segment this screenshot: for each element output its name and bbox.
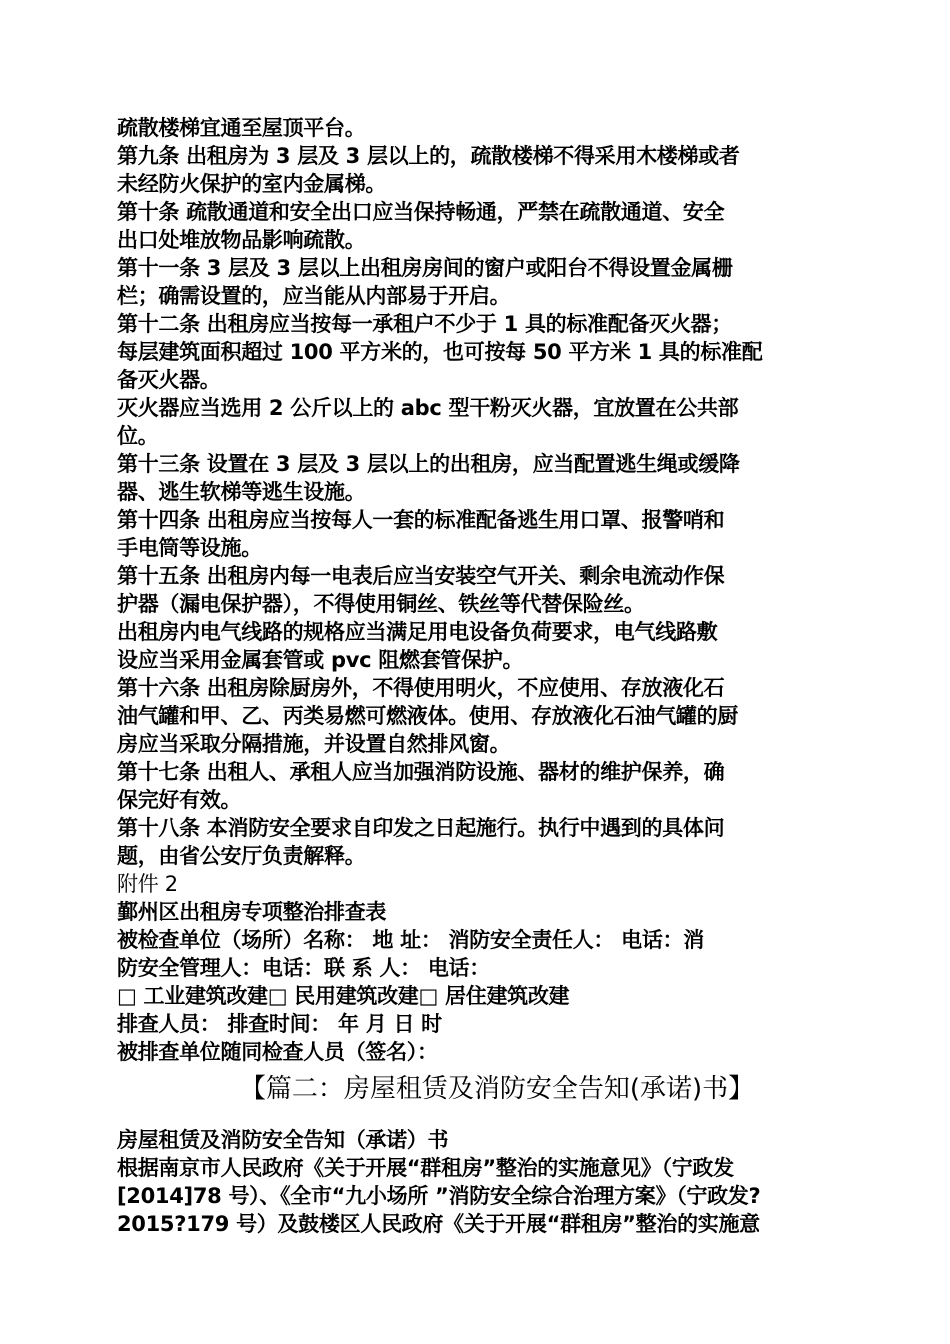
text-line: 第九条 出租房为 3 层及 3 层以上的，疏散楼梯不得采用木楼梯或者 (117, 144, 740, 168)
text-line: 每层建筑面积超过 100 平方米的，也可按每 50 平方米 1 具的标准配 (117, 340, 763, 364)
text-line: 保完好有效。 (117, 788, 242, 812)
text-line: 第十四条 出租房应当按每人一套的标准配备逃生用口罩、报警哨和 (117, 508, 725, 532)
text-line: 栏；确需设置的，应当能从内部易于开启。 (117, 284, 511, 308)
text-line: 油气罐和甲、乙、丙类易燃可燃液体。使用、存放液化石油气罐的厨 (117, 704, 738, 728)
text-line: 第十五条 出租房内每一电表后应当安装空气开关、剩余电流动作保 (117, 564, 725, 588)
checkbox-line: □ 工业建筑改建□ 民用建筑改建□ 居住建筑改建 (117, 984, 570, 1008)
text-line: 被排查单位随同检查人员（签名）： (117, 1040, 438, 1064)
text-line: 第十六条 出租房除厨房外，不得使用明火，不应使用、存放液化石 (117, 676, 725, 700)
text-line: 护器（漏电保护器），不得使用铜丝、铁丝等代替保险丝。 (117, 592, 645, 616)
text-line: 灭火器应当选用 2 公斤以上的 abc 型干粉灭火器，宜放置在公共部 (117, 396, 739, 420)
text-line: 设应当采用金属套管或 pvc 阻燃套管保护。 (117, 648, 524, 672)
text-line: 房应当采取分隔措施，并设置自然排风窗。 (117, 732, 511, 756)
text-line: 被检查单位（场所）名称： 地 址： 消防安全责任人： 电话：消 (117, 928, 704, 952)
text-line: 手电筒等设施。 (117, 536, 262, 560)
text-line: [2014]78 号）、《全市“九小场所 ”消防安全综合治理方案》（宁政发? (117, 1184, 761, 1208)
text-line: 疏散楼梯宜通至屋顶平台。 (117, 116, 366, 140)
text-line: 器、逃生软梯等逃生设施。 (117, 480, 366, 504)
section-heading: 【篇二：房屋租赁及消防安全告知(承诺)书】 (239, 1074, 755, 1104)
text-line: 第十二条 出租房应当按每一承租户不少于 1 具的标准配备灭火器； (117, 312, 732, 336)
form-title: 鄞州区出租房专项整治排查表 (117, 900, 387, 924)
text-line: 根据南京市人民政府《关于开展“群租房”整治的实施意见》（宁政发 (117, 1156, 734, 1180)
text-line: 未经防火保护的室内金属梯。 (117, 172, 387, 196)
text-line: 题，由省公安厅负责解释。 (117, 844, 366, 868)
text-line: 出租房内电气线路的规格应当满足用电设备负荷要求，电气线路敷 (117, 620, 718, 644)
text-line: 2015?179 号）及鼓楼区人民政府《关于开展“群租房”整治的实施意 (117, 1212, 760, 1236)
text-line: 排查人员： 排查时间： 年 月 日 时 (117, 1012, 442, 1036)
text-line: 第十八条 本消防安全要求自印发之日起施行。执行中遇到的具体问 (117, 816, 725, 840)
document-body (117, 114, 837, 1238)
text-line: 第十七条 出租人、承租人应当加强消防设施、器材的维护保养，确 (117, 760, 725, 784)
text-line: 第十一条 3 层及 3 层以上出租房房间的窗户或阳台不得设置金属栅 (117, 256, 733, 280)
text-line: 位。 (117, 424, 159, 448)
text-line: 附件 2 (117, 872, 178, 896)
text-line: 备灭火器。 (117, 368, 221, 392)
text-line: 出口处堆放物品影响疏散。 (117, 228, 366, 252)
text-line: 第十三条 设置在 3 层及 3 层以上的出租房，应当配置逃生绳或缓降 (117, 452, 740, 476)
text-line: 防安全管理人：电话：联 系 人： 电话： (117, 956, 490, 980)
text-line: 第十条 疏散通道和安全出口应当保持畅通，严禁在疏散通道、安全 (117, 200, 725, 224)
text-line: 房屋租赁及消防安全告知（承诺）书 (117, 1128, 449, 1152)
